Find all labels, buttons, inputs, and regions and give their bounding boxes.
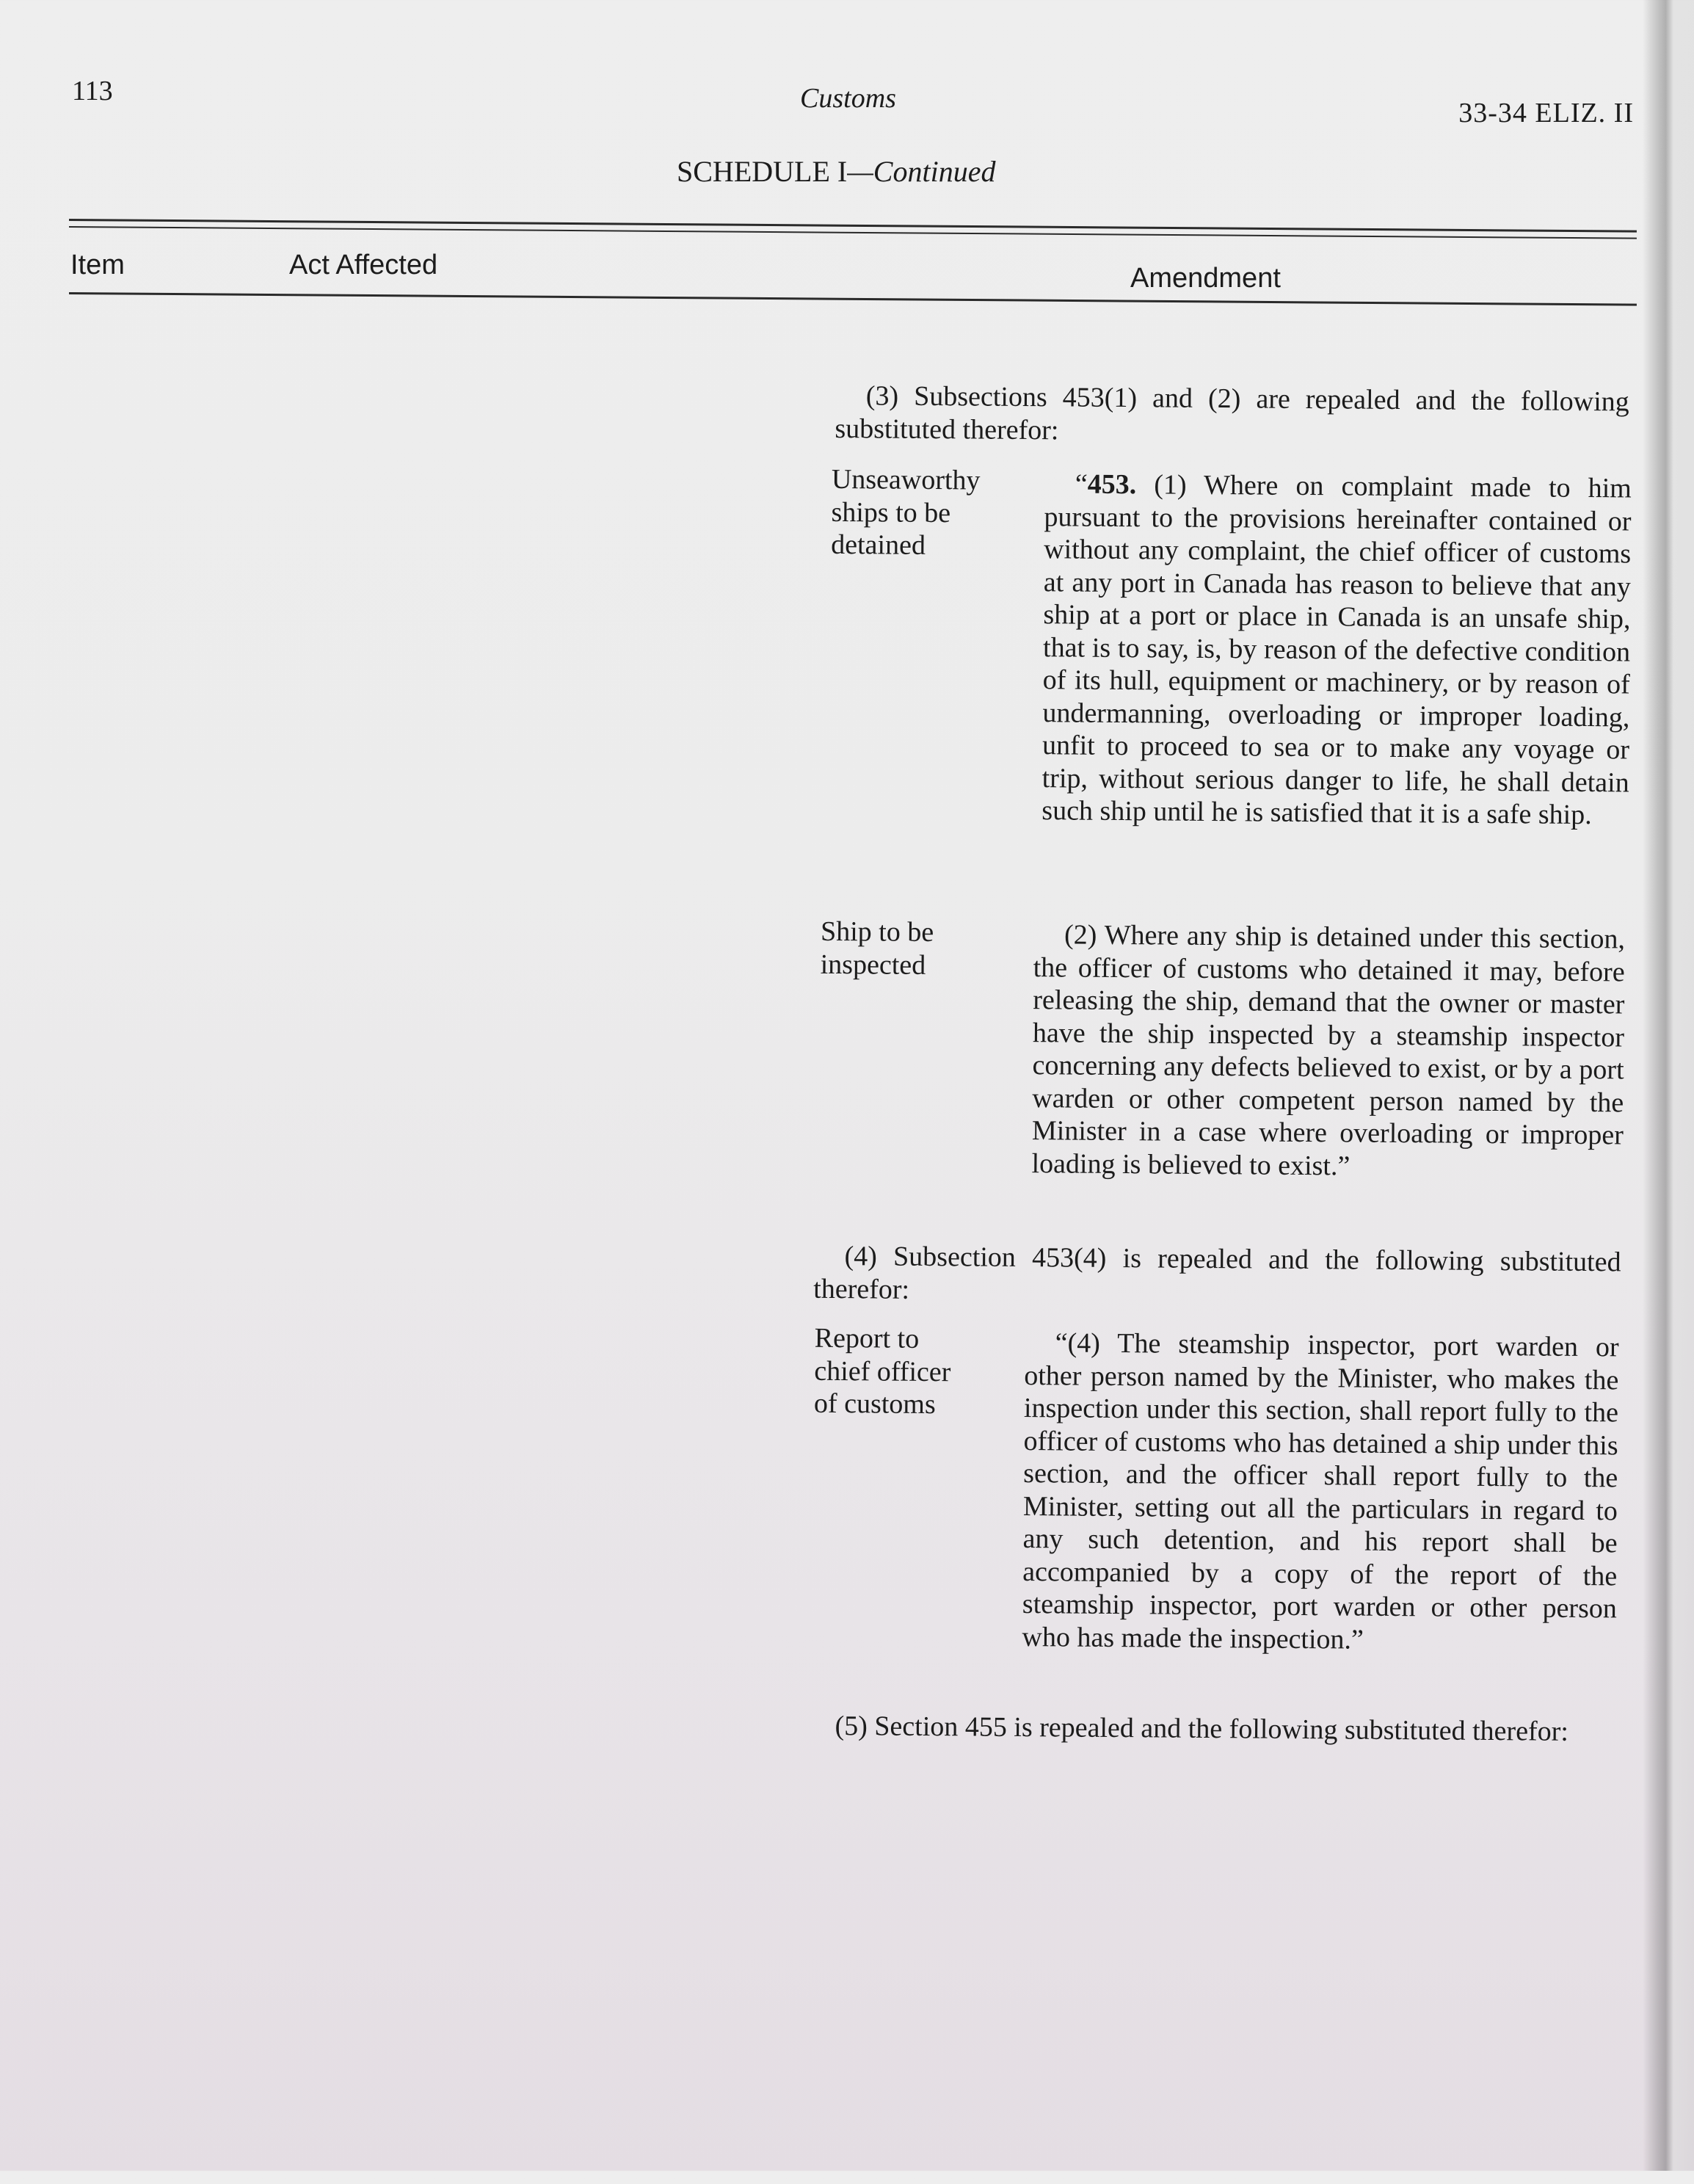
paragraph-3-text: (3) Subsections 453(1) and (2) are repealed and the following substituted therefor: [835,380,1629,446]
marginal-note-report: Report to chief officer of customs [813,1322,951,1421]
section-453-1-body: (1) Where on complaint made to him pursuant to the provisions hereinafter contained or without any complaint, the chief officer of customs at any port in Canada has reason to believe that any ship at a port or place in Canada is an unsafe ship, that is to say, is, by reason of the defective condition of its hull, equipment or machinery, or by reason of undermanning, overloading or improper loading, unfit to proceed to sea or to make any voyage or trip, without serious danger to life, he shall detain such ship until he is satisfied that it is a safe ship. [1042,469,1632,831]
section-453-2 [1031,918,1625,1184]
section-453-1-text [1042,468,1632,832]
section-453-1 [1042,468,1632,832]
column-header-act-affected: Act Affected [289,250,438,280]
section-453-4-text: “(4) The steamship inspector, port warden or other person named by the Minister, who makes the inspection under this section, shall report fully to the officer of customs who has detained a ship under this section, and the officer shall report fully to the Minister, setting out all the particulars in regard to any such detention, and his report shall be accompanied by a copy of the report of the steamship inspector, port warden or other person who has made the inspection.” [1022,1327,1619,1655]
act-reference: 33-34 ELIZ. II [1458,98,1634,128]
schedule-title-main: SCHEDULE I [677,155,848,188]
schedule-title-suffix: —Continued [847,155,996,188]
marginal-note-unseaworthy: Unseaworthy ships to be detained [831,463,981,561]
amendment-paragraph-4 [813,1240,1621,1312]
amendment-paragraph-5 [804,1710,1614,1749]
section-453-4 [1022,1327,1618,1658]
page-number: 113 [72,76,113,106]
amendment-paragraph-3 [835,380,1629,451]
quote-open: “ [1075,468,1088,500]
section-number: 453. [1087,468,1137,501]
paragraph-5-text: (5) Section 455 is repealed and the following substituted therefor: [835,1710,1569,1747]
marginal-note-ship-inspected: Ship to be inspected [820,915,934,981]
column-header-amendment: Amendment [1130,263,1281,294]
running-title: Customs [800,83,896,114]
section-453-2-text: (2) Where any ship is detained under this section, the officer of customs who detained it may, before releasing the ship, demand that the owner or master have the ship inspected by a steamship inspector concerning any defects believed to exist, or by a port warden or other competent person named by the Minister in a case where overloading or improper loading is believed to exist.” [1031,919,1626,1181]
paragraph-4-text: (4) Subsection 453(4) is repealed and the following substituted therefor: [813,1241,1621,1305]
column-header-item: Item [70,250,125,280]
